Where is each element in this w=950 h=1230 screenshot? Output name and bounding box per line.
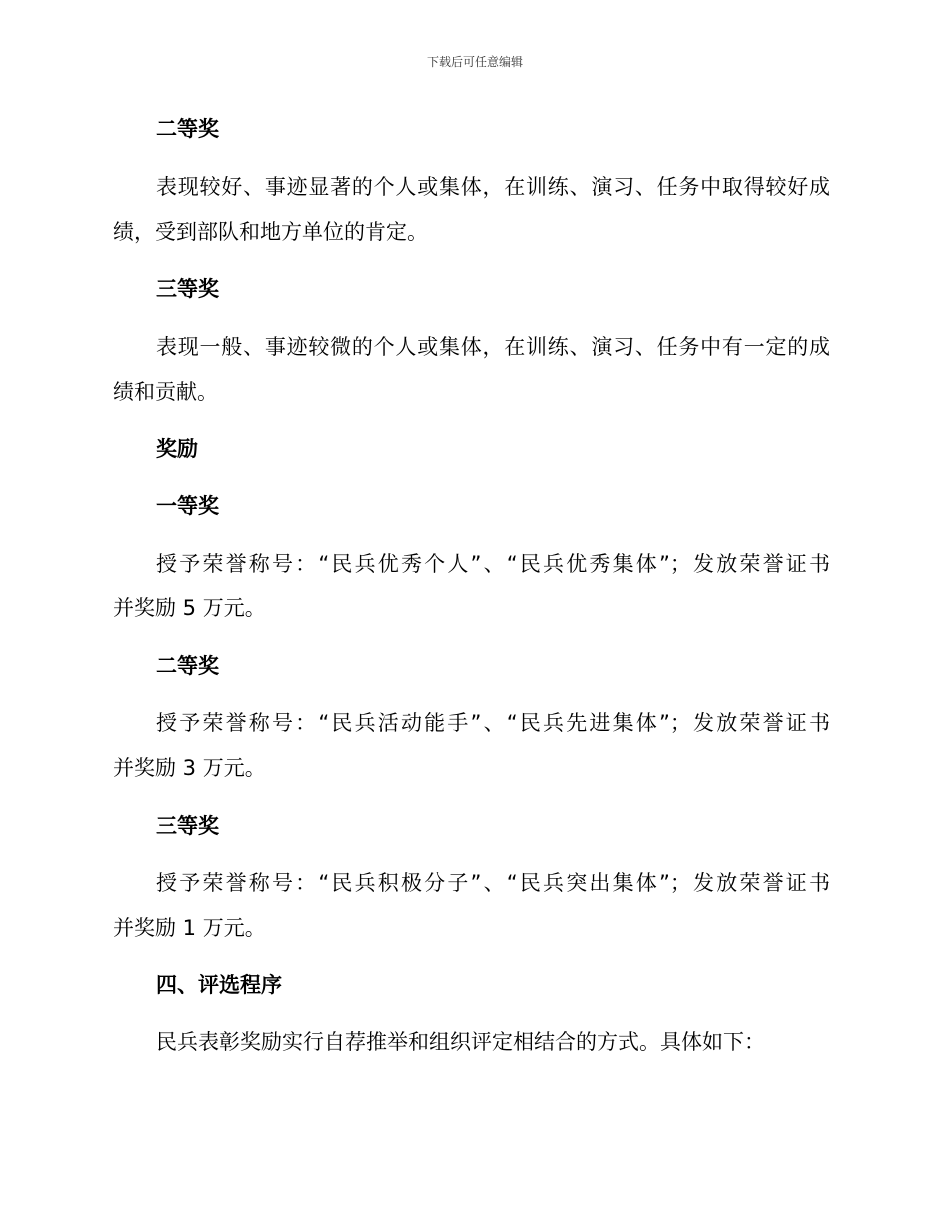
second-prize-criteria-line-1: 表现较好、事迹显著的个人或集体，在训练、演习、任务中取得较好成 xyxy=(156,175,830,199)
first-prize-reward-line-1: 授予荣誉称号：“民兵优秀个人”、“民兵优秀集体”；发放荣誉证书 xyxy=(156,552,830,576)
third-prize-reward-line-1: 授予荣誉称号：“民兵积极分子”、“民兵突出集体”；发放荣誉证书 xyxy=(156,871,830,895)
rewards-heading: 奖励 xyxy=(156,437,198,461)
third-prize-criteria-heading: 三等奖 xyxy=(156,277,219,301)
second-prize-reward-heading: 二等奖 xyxy=(156,654,219,678)
page-header: 下载后可任意编辑 xyxy=(426,55,523,69)
third-prize-reward-line-2: 并奖励 1 万元。 xyxy=(113,916,266,940)
second-prize-criteria-line-2: 绩，受到部队和地方单位的肯定。 xyxy=(113,220,428,244)
second-prize-reward-line-1: 授予荣誉称号：“民兵活动能手”、“民兵先进集体”；发放荣誉证书 xyxy=(156,711,830,735)
third-prize-criteria-line-1: 表现一般、事迹较微的个人或集体，在训练、演习、任务中有一定的成 xyxy=(156,335,830,359)
first-prize-reward-line-2: 并奖励 5 万元。 xyxy=(113,596,266,620)
third-prize-criteria-line-2: 绩和贡献。 xyxy=(113,380,218,404)
third-prize-reward-heading: 三等奖 xyxy=(156,814,219,838)
first-prize-reward-heading: 一等奖 xyxy=(156,494,219,518)
second-prize-reward-line-2: 并奖励 3 万元。 xyxy=(113,756,266,780)
procedure-line-1: 民兵表彰奖励实行自荐推举和组织评定相结合的方式。具体如下： xyxy=(156,1030,765,1054)
procedure-heading: 四、评选程序 xyxy=(156,973,282,997)
second-prize-criteria-heading: 二等奖 xyxy=(156,117,219,141)
